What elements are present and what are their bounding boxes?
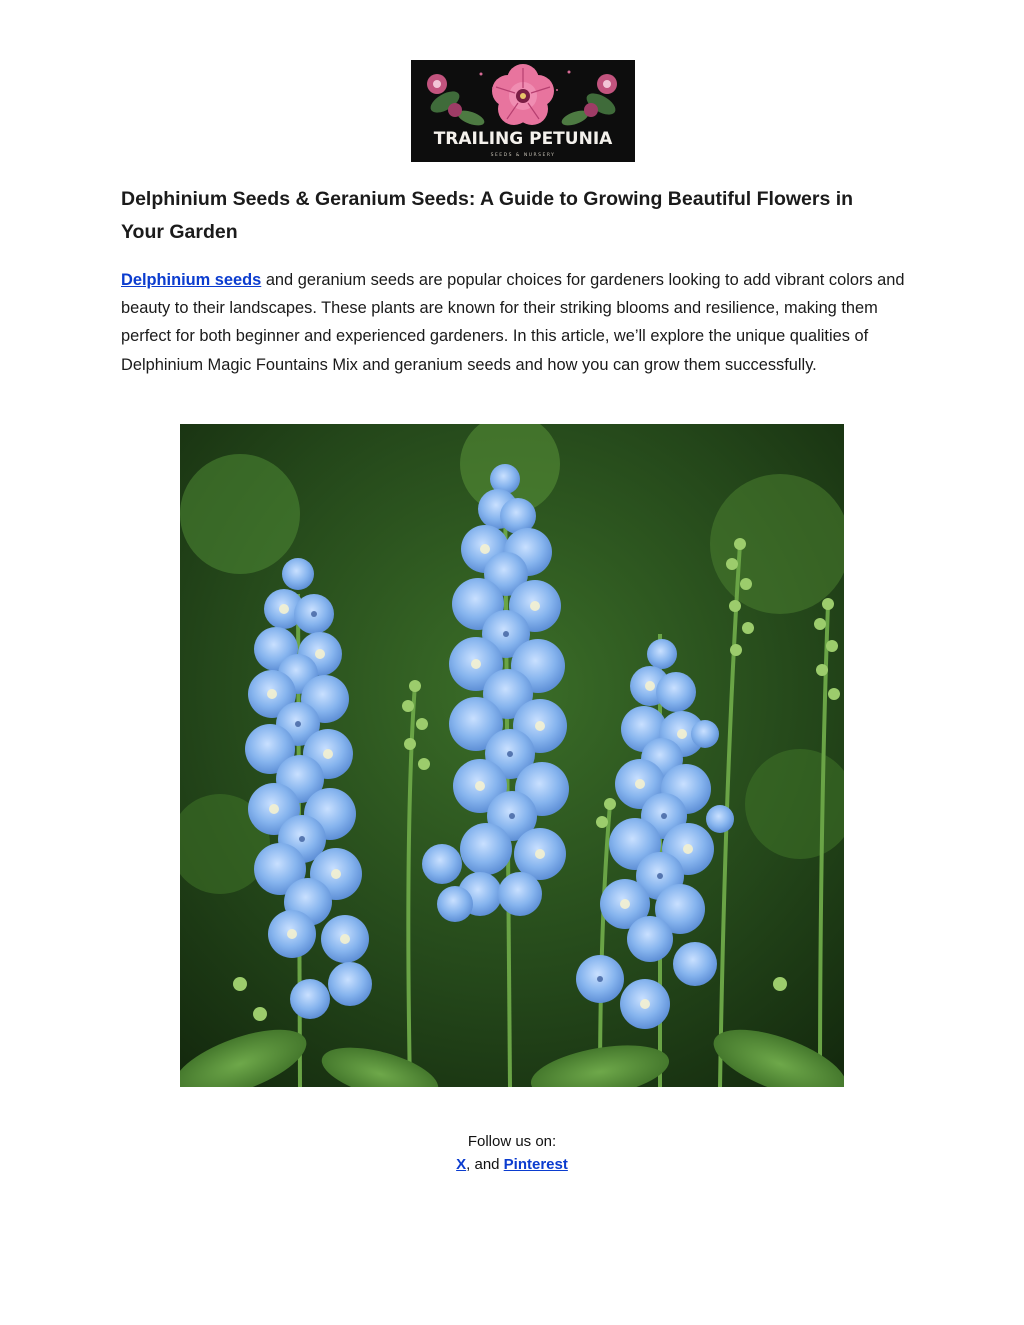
brand-logo [411,60,635,162]
intro-text: and geranium seeds are popular choices for gardeners looking to add vibrant colors and beauty to their landscapes. These plants are known for their striking blooms and resilience, making them perfect for both beginner and experienced gardeners. In this article, we’ll explore the unique qualities of Delphinium Magic Fountains Mix and geranium seeds and how you can grow them successfully. [121,271,905,374]
delphinium-seeds-link[interactable]: Delphinium seeds [121,271,262,289]
social-links [0,1153,1024,1176]
x-link[interactable]: X [456,1156,467,1173]
logo-subtext: SEEDS & NURSERY [490,153,556,158]
links-separator: , and [466,1156,504,1173]
delphinium-photo [180,424,844,1087]
intro-paragraph [121,266,911,379]
logo-wordmark: TRAILING PETUNIA [433,129,613,149]
article-title: Delphinium Seeds & Geranium Seeds: A Guide to Growing Beautiful Flowers in Your Garden [121,188,854,243]
follow-label: Follow us on: [467,1133,557,1150]
petunia-logo-graphic [411,60,635,162]
delphinium-illustration [180,424,844,1087]
pinterest-link[interactable]: Pinterest [503,1156,568,1173]
social-footer [0,1130,1024,1176]
